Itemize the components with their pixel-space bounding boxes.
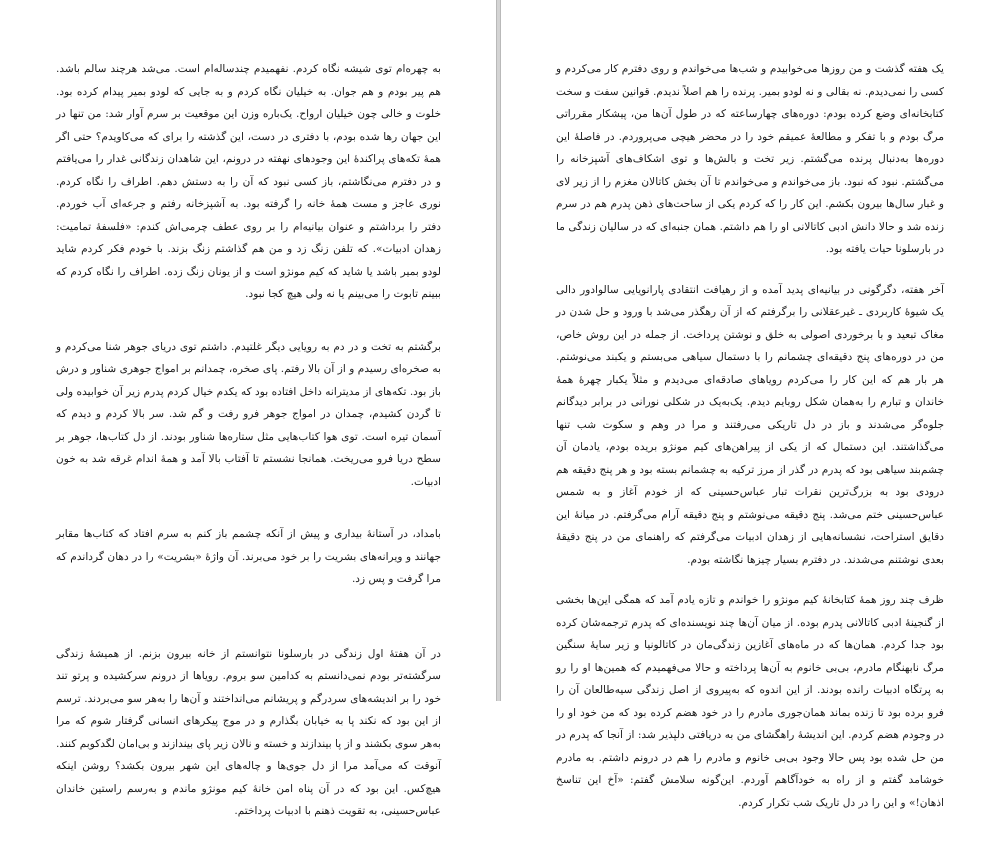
paragraph: در آن هفتهٔ اول زندگی در بارسلونا نتوانستم از خانه بیرون بزنم. از همیشهٔ زندگی سرگشته‌تر بودم نمی‌دانستم به کدامین سو بروم. رویاها از درونم سرکشیده و پرتو تند خود را بر اندیشه‌های سردرگم و پریشانم می‌انداختند و آن‌ها را به‌هر سو می‌بردند. ترسم از این بود که نکند پا به خیابان بگذارم و در موج پیکرهای انسانی گرفتار شوم که مرا به‌هر سوی بکشند و از پا بیندازند و خسته و نالان زیر پای بیندازند و بی‌امان لگدکوبم کنند. آنوقت که می‌آمد مرا از دل جوی‌ها و چاله‌های این شهر بیرون بکشد؟ روشن اینکه هیچ‌کس. این بود که در آن پناه امن خانهٔ کیم مونژو ماندم و به‌رسم راستین خاندان عباس‌حسینی، به تقویت ذهنم با ادبیات پرداختم. xyxy=(56,647,441,817)
left-page xyxy=(0,0,496,817)
paragraph: به چهره‌ام توی شیشه نگاه کردم. نفهمیدم چندساله‌ام است. می‌شد هرچند سالم باشد. هم پیر بودم و هم جوان. به خیلیان نگاه کردم و به جایی که لودو بمیر پیدا‌م کرده بود. خلوت و خالی چون خیلیان ارواح. یک‌باره وزن این موقعیت بر سرم آوار شد: من تنها در این جهان رها شده بودم، با دفتری در دست، این گذشته را برای که می‌کاویدم؟ حتی اگر همهٔ تکه‌های پراکندهٔ این وجودهای نهفته در درونم، این شاهدان زندگانی غدار را می‌یافتم و در دفترم می‌نگاشتم، باز کسی نبود که آن را به دستش دهم. اطراف را نگاه کردم. نوری عاجز و مست همهٔ خانه را گرفته بود. به آشپزخانه رفتم و جرعه‌ای آب خوردم. دفتر را برداشتم و عنوان بیانیه‌ام را بر روی عطف چرمی‌اش کندم: «فلسفهٔ تمامیت: زهدان ادبیات». که تلفن زنگ زد و من هم گذاشتم زنگ بزند. با خودم فکر کردم شاید لودو بمیر باشد یا شاید که کیم مونژو است و از یونان زنگ زده. اطراف را نگاه کردم که ببینم تابوت را می‌بینم یا نه ولی هیچ کجا نبود. xyxy=(56,63,441,300)
right-page-text xyxy=(556,58,944,832)
paragraph: برگشتم به تخت و در دم به رویایی دیگر غلتیدم. داشتم توی دریای جوهر شنا می‌کردم و به صخره‌ای رسیدم و از آن بالا رفتم. پای صخره، چمدانم بر امواج جوهری شناور و درش باز بود. تکه‌های از مدیترانه داخل افتاده بود که یکدم خیال کردم پدرم زیر آن خوابیده ولی تا گردن کشیدم، چمدان در امواج جوهر فرو رفت و گم شد. سر بالا کردم و دیدم که آسمان تیره است. توی هوا کتاب‌هایی مثل ستاره‌ها شناور بودند. از دل کتاب‌ها، جوهر بر سطح دریا فرو می‌ریخت. همانجا نشستم تا آفتاب بالا آمد و همهٔ اندام غرقه شد به خون ادبیات. xyxy=(56,340,441,488)
paragraph: آخر هفته، دگرگونی در بیانیه‌ای پدید آمده و از رهیافت انتقادی پارانویایی سالوادور دالی یک شیوهٔ کاربردی ـ غیرعقلانی را برگرفتم که از آن رهگذر می‌شد با ورود و حل شدن در مغاک تبعید و با برخوردی اصولی به خلق و نوشتن پرداخت. از جمله در این روش خاص، من در دوره‌های پنج دقیقه‌ای چشمانم را با دستمال سیاهی می‌بستم و یکبند می‌نوشتم. هر بار هم که این کار را می‌کردم رویاهای صادقه‌ای می‌دیدم و مثلاً یکبار چهرهٔ همهٔ خاندان و تبارم را به‌همان شکل روبایم دیدم. یک‌به‌یک در شکلی نورانی در برابر دیدگانم جلوه‌گر می‌شدند و باز در دل تاریکی می‌رفتند و مرا در وهم و سکوت شب تنها می‌گذاشتند. این دستمال که از یکی از پیراهن‌های کیم مونژو بریده بودم، یادمان آن چشم‌بند سیاهی بود که پدرم در گذر از مرز ترکیه به چشمانم بسته بود و هر پنج دقیقه هم درودی بود به بزرگ‌ترین نقرات تبار عباس‌حسینی که از خودم آغاز و به شمس عباس‌حسینی ختم می‌شد. پنج دقیقه می‌نوشتم و پنج دقیقه آرام می‌گرفتم. در میانهٔ این دقایق استراحت، نشسانه‌هایی از زهدان ادبیات می‌گرفتم که راهنمای من در پنج دقیقهٔ بعدی نوشتنم می‌شدند. در دفترم بسیار چیزها نگاشته بودم. xyxy=(556,283,944,566)
right-page xyxy=(501,0,995,809)
paragraph: یک هفته گذشت و من روزها می‌خوابیدم و شب‌ها می‌خواندم و روی دفترم کار می‌کردم و کسی را نمی‌دیدم. نه بقالی و نه لودو بمیر. پرنده را هم اصلاً ندیدم. قوانین سفت و سخت کتابخانه‌ای وضع کرده بودم: دوره‌های چهارساعته که در طول آن‌ها من، پیشکار مقرراتی مرگ بودم و با تفکر و مطالعهٔ عمیقم خود را در محضر هیچی می‌پروردم. در فاصلهٔ این دوره‌ها به‌دنبال پرنده می‌گشتم. زیر تخت و بالش‌ها و توی اشکاف‌های آشپزخانه را می‌گشتم. نبود که نبود. باز می‌خواندم و می‌خواندم تا آن بخش کاتالان مغزم را از زیر لای و غبار سال‌ها بیرون بکشم. این کار را که کردم یکی از ساحت‌های ذهن پدرم هم در سرم زنده شد و حالا دانش ادبی کاتالانی او را هم داشتم. همان جنبه‌ای که در سالیان زندگی ما در بارسلونا حیات یافته بود. xyxy=(556,63,944,255)
paragraph: بامداد، در آستانهٔ بیداری و پیش از آنکه چشمم باز کنم به سرم افتاد که کتاب‌ها مقابر جهانند و ویرانه‌های بشریت را بر خود می‌برند. آن واژهٔ «بشریت» را در دهان گرداندم که مرا گرفت و پس زد. xyxy=(56,528,441,585)
left-page-text xyxy=(56,58,441,841)
paragraph: ظرف چند روز همهٔ کتابخانهٔ کیم مونژو را خواندم و تازه یادم آمد که همگی این‌ها بخشی از گنجینهٔ ادبی کاتالانی پدرم بوده. از میان آن‌ها چند نویسنده‌ای که پدرم ترجمه‌شان کرده بود جدا کردم. همان‌ها که در ماه‌های آغازین زندگی‌مان در کاتالونیا و زیر سایهٔ سنگین مرگ نابهنگام مادرم، بی‌بی خانوم به آن‌ها پرداخته و حالا می‌فهمیدم که همین‌ها او را رو به پرتگاه ادبیات رانده بودند. از این اندوه که به‌پیروی از اصل زندگی سیه‌طالعان آن را فرو برده بود تا زنده بماند همان‌جوری مادرم را در خود هضم کرده بود که من خود او را در وجودم هضم کردم. این اندیشهٔ راهگشای من به دریافتی دلپذیر شد: از آنجا که پدرم در من حل شده بود پس حالا وجود بی‌بی خانوم و مادرم را هم در درونم داشتم. به مادرم خوشامد گفتم و از راه به خودآگاهم آوردم. این‌گونه سلامش گفتم: «آخ این تناسخ اذهان!» و این را در دل تاریک شب تکرار کردم. xyxy=(556,594,944,809)
